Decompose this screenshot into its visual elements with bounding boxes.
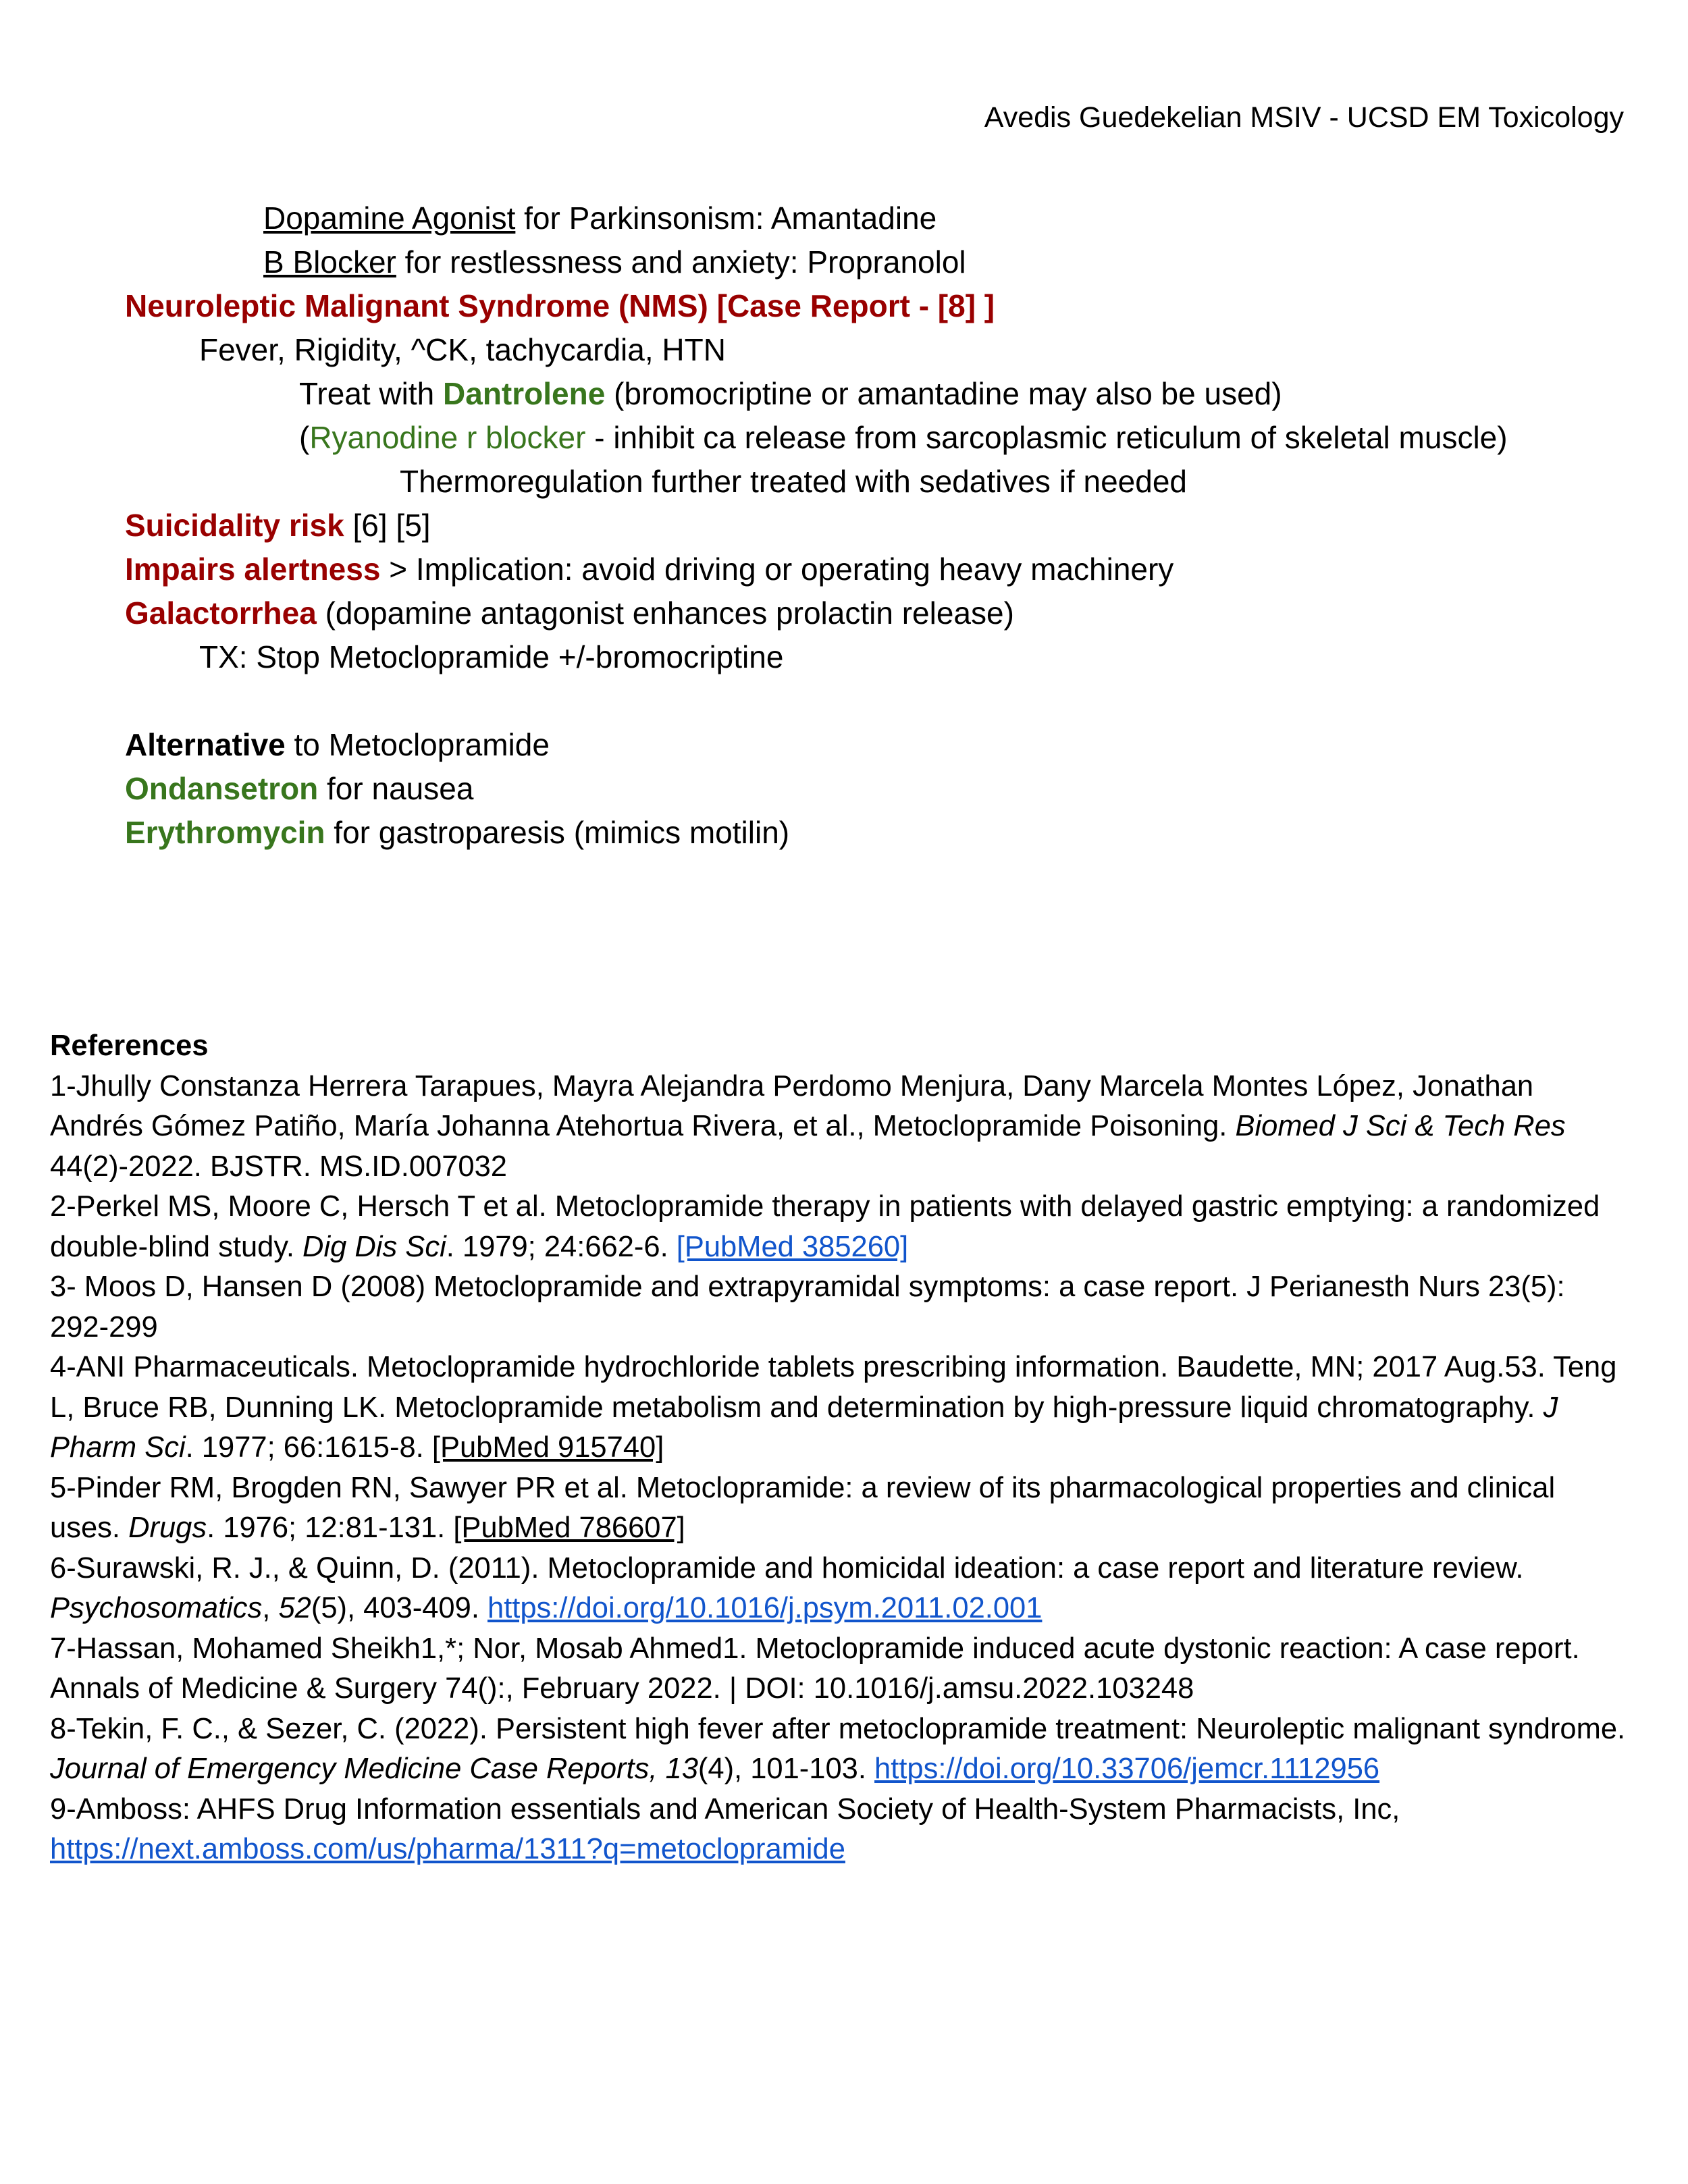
alertness-text: > Implication: avoid driving or operating heavy machinery bbox=[380, 552, 1174, 587]
galactorrhea-line bbox=[125, 594, 1014, 632]
erythromycin-text: for gastroparesis (mimics motilin) bbox=[325, 815, 790, 850]
reference-2-text: 2-Perkel MS, Moore C, Hersch T et al. Metoclopramide therapy in patients with delayed gastric emptying: a randomized double-blind study. bbox=[50, 1190, 1600, 1263]
erythromycin-line bbox=[125, 814, 789, 851]
nms-heading: Neuroleptic Malignant Syndrome (NMS) [Case Report - [8] ] bbox=[125, 288, 995, 323]
b-blocker-term: B Blocker bbox=[263, 244, 396, 279]
reference-5-details: . 1976; 12:81-131. bbox=[207, 1512, 454, 1544]
reference-5 bbox=[50, 1468, 1630, 1549]
reference-9-text: 9-Amboss: AHFS Drug Information essentials and American Society of Health-System Pharmacists, Inc, bbox=[50, 1792, 1400, 1826]
reference-5-journal: Drugs bbox=[128, 1512, 207, 1544]
reference-2 bbox=[50, 1187, 1630, 1267]
suicidality-text: [6] [5] bbox=[344, 508, 431, 543]
references-section bbox=[50, 1026, 1630, 1870]
reference-6 bbox=[50, 1549, 1630, 1629]
treat-prefix: Treat with bbox=[299, 376, 444, 411]
reference-6-journal: Psychosomatics bbox=[50, 1592, 263, 1624]
treat-text: (bromocriptine or amantadine may also be used) bbox=[605, 376, 1282, 411]
suicidality-line bbox=[125, 506, 431, 544]
reference-6-text: 6-Surawski, R. J., & Quinn, D. (2011). Metoclopramide and homicidal ideation: a case report and literature review. bbox=[50, 1551, 1524, 1584]
reference-6-details: (5), 403-409. bbox=[311, 1592, 487, 1624]
reference-1-text: 1-Jhully Constanza Herrera Tarapues, Mayra Alejandra Perdomo Menjura, Dany Marcela Montes López, Jonathan Andrés Gómez Patiño, María Johanna Atehortua Rivera, et al., Metoclopramide Poisoning. bbox=[50, 1069, 1534, 1142]
suicidality-term: Suicidality risk bbox=[125, 508, 344, 543]
reference-6-doi-link[interactable]: https://doi.org/10.1016/j.psym.2011.02.001 bbox=[487, 1592, 1043, 1624]
reference-1 bbox=[50, 1067, 1630, 1188]
alternative-term: Alternative bbox=[125, 727, 286, 762]
reference-8-details: (4), 101-103. bbox=[697, 1753, 875, 1785]
reference-9-amboss-link[interactable]: https://next.amboss.com/us/pharma/1311?q=metoclopramide bbox=[50, 1833, 845, 1865]
reference-4-journal: J Pharm Sci bbox=[50, 1391, 1558, 1464]
dopamine-agonist-term: Dopamine Agonist bbox=[263, 201, 516, 236]
reference-4-text: 4-ANI Pharmaceuticals. Metoclopramide hydrochloride tablets prescribing information. Baudette, MN; 2017 Aug.53. Teng L, Bruce RB, Dunning LK. Metoclopramide metabolism and determination by high-pressure liquid chromatography. bbox=[50, 1351, 1617, 1424]
galactorrhea-treatment: TX: Stop Metoclopramide +/-bromocriptine bbox=[199, 639, 784, 674]
reference-5-pubmed-link[interactable]: [PubMed 786607] bbox=[453, 1512, 685, 1544]
reference-7 bbox=[50, 1629, 1630, 1709]
author-header: Avedis Guedekelian MSIV - UCSD EM Toxicology bbox=[984, 101, 1624, 134]
erythromycin-term: Erythromycin bbox=[125, 815, 325, 850]
reference-7-text: 7-Hassan, Mohamed Sheikh1,*; Nor, Mosab Ahmed1. Metoclopramide induced acute dystonic reaction: A case report. Annals of Medicine & Surgery 74():, February 2022. | DOI: 10.1016/j.amsu.2022.103248 bbox=[50, 1632, 1580, 1705]
galactorrhea-term: Galactorrhea bbox=[125, 595, 317, 631]
ondansetron-text: for nausea bbox=[318, 771, 474, 806]
ryanodine-text: - inhibit ca release from sarcoplasmic reticulum of skeletal muscle) bbox=[585, 420, 1508, 455]
b-blocker-line bbox=[263, 243, 966, 281]
dantrolene-term: Dantrolene bbox=[443, 376, 606, 411]
ryanodine-term: Ryanodine r blocker bbox=[309, 420, 586, 455]
reference-8-journal: Journal of Emergency Medicine Case Reports, 13 bbox=[50, 1753, 698, 1785]
reference-8-text: 8-Tekin, F. C., & Sezer, C. (2022). Persistent high fever after metoclopramide treatment: Neuroleptic malignant syndrome. bbox=[50, 1712, 1626, 1745]
reference-3-text: 3- Moos D, Hansen D (2008) Metoclopramide and extrapyramidal symptoms: a case report. J Perianesth Nurs 23(5): 292-299 bbox=[50, 1271, 1565, 1343]
alternative-line bbox=[125, 726, 550, 764]
dopamine-agonist-line bbox=[263, 199, 937, 237]
reference-2-journal: Dig Dis Sci bbox=[302, 1230, 446, 1263]
reference-2-details: . 1979; 24:662-6. bbox=[446, 1230, 677, 1263]
reference-5-text: 5-Pinder RM, Brogden RN, Sawyer PR et al. Metoclopramide: a review of its pharmacological properties and clinical uses. bbox=[50, 1471, 1556, 1544]
ryanodine-open-paren: ( bbox=[299, 420, 310, 455]
reference-4-pubmed-link[interactable]: [PubMed 915740] bbox=[431, 1431, 664, 1464]
galactorrhea-text: (dopamine antagonist enhances prolactin release) bbox=[316, 595, 1014, 631]
ondansetron-line bbox=[125, 770, 473, 807]
reference-8 bbox=[50, 1709, 1630, 1790]
reference-6-separator: , bbox=[262, 1592, 279, 1624]
alertness-line bbox=[125, 550, 1173, 588]
reference-2-pubmed-link[interactable]: [PubMed 385260] bbox=[676, 1230, 909, 1263]
nms-symptoms: Fever, Rigidity, ^CK, tachycardia, HTN bbox=[199, 332, 726, 367]
thermoregulation-line: Thermoregulation further treated with sedatives if needed bbox=[400, 464, 1187, 499]
reference-9 bbox=[50, 1790, 1630, 1870]
reference-1-details: 44(2)-2022. BJSTR. MS.ID.007032 bbox=[50, 1150, 507, 1183]
ryanodine-line bbox=[299, 419, 1508, 456]
reference-4-details: . 1977; 66:1615-8. bbox=[185, 1431, 432, 1464]
alertness-term: Impairs alertness bbox=[125, 552, 381, 587]
treat-dantrolene-line bbox=[299, 375, 1282, 412]
reference-1-journal: Biomed J Sci & Tech Res bbox=[1235, 1110, 1566, 1142]
dopamine-agonist-text: for Parkinsonism: Amantadine bbox=[515, 201, 937, 236]
reference-8-doi-link[interactable]: https://doi.org/10.33706/jemcr.1112956 bbox=[874, 1753, 1380, 1785]
references-title: References bbox=[50, 1030, 209, 1062]
alternative-text: to Metoclopramide bbox=[285, 727, 550, 762]
b-blocker-text: for restlessness and anxiety: Propranolol bbox=[396, 244, 966, 279]
reference-4 bbox=[50, 1348, 1630, 1468]
reference-3 bbox=[50, 1267, 1630, 1348]
ondansetron-term: Ondansetron bbox=[125, 771, 319, 806]
reference-6-volume: 52 bbox=[278, 1592, 311, 1624]
